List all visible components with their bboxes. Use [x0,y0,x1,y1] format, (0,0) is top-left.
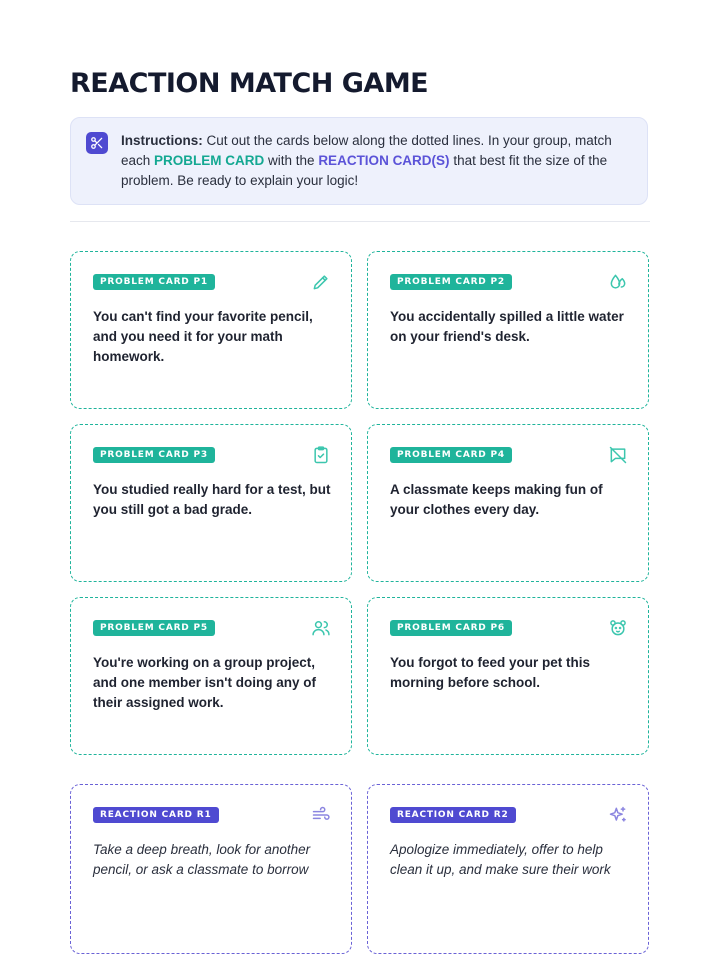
card-text: You forgot to feed your pet this morning before school. [390,655,590,690]
water-drop-icon [608,272,628,292]
instructions-box [70,117,648,205]
reaction-card-r1 [70,784,352,954]
scissors-icon [86,132,108,154]
card-tag: PROBLEM CARD P4 [390,447,512,463]
card-text: You can't find your favorite pencil, and you need it for your math homework. [93,309,313,364]
message-off-icon [608,445,628,465]
users-icon [311,618,331,638]
card-text: You accidentally spilled a little water on your friend's desk. [390,309,624,344]
problem-card-p2 [367,251,649,409]
instructions-label: Instructions: [121,133,203,148]
card-text: You studied really hard for a test, but you still got a bad grade. [93,482,331,517]
card-tag: PROBLEM CARD P6 [390,620,512,636]
problem-card-p3 [70,424,352,582]
divider [70,221,650,222]
instructions-part-3: that best fit the size of the problem. Be ready to explain your logic! [121,153,608,188]
page-title: REACTION MATCH GAME [70,68,429,99]
wind-icon [311,805,331,825]
card-tag: PROBLEM CARD P2 [390,274,512,290]
card-tag: REACTION CARD R2 [390,807,516,823]
problem-card-p6 [367,597,649,755]
pet-icon [608,618,628,638]
reaction-card-keyword: REACTION CARD(S) [318,153,450,168]
instructions-part-1: Cut out the cards below along the dotted lines. In your group, match each [121,133,612,168]
card-text: You're working on a group project, and one member isn't doing any of their assigned work. [93,655,316,710]
card-text: Apologize immediately, offer to help clean it up, and make sure their work [390,842,611,877]
problem-card-keyword: PROBLEM CARD [154,153,265,168]
pencil-icon [311,272,331,292]
card-text: Take a deep breath, look for another pencil, or ask a classmate to borrow [93,842,311,877]
card-text: A classmate keeps making fun of your clothes every day. [390,482,603,517]
problem-card-p1 [70,251,352,409]
problem-card-p5 [70,597,352,755]
sparkles-icon [608,805,628,825]
instructions-part-2: with the [264,153,319,168]
clipboard-check-icon [311,445,331,465]
instructions-text [121,131,636,191]
problem-card-p4 [367,424,649,582]
card-tag: PROBLEM CARD P3 [93,447,215,463]
reaction-card-r2 [367,784,649,954]
card-tag: REACTION CARD R1 [93,807,219,823]
card-tag: PROBLEM CARD P5 [93,620,215,636]
card-tag: PROBLEM CARD P1 [93,274,215,290]
